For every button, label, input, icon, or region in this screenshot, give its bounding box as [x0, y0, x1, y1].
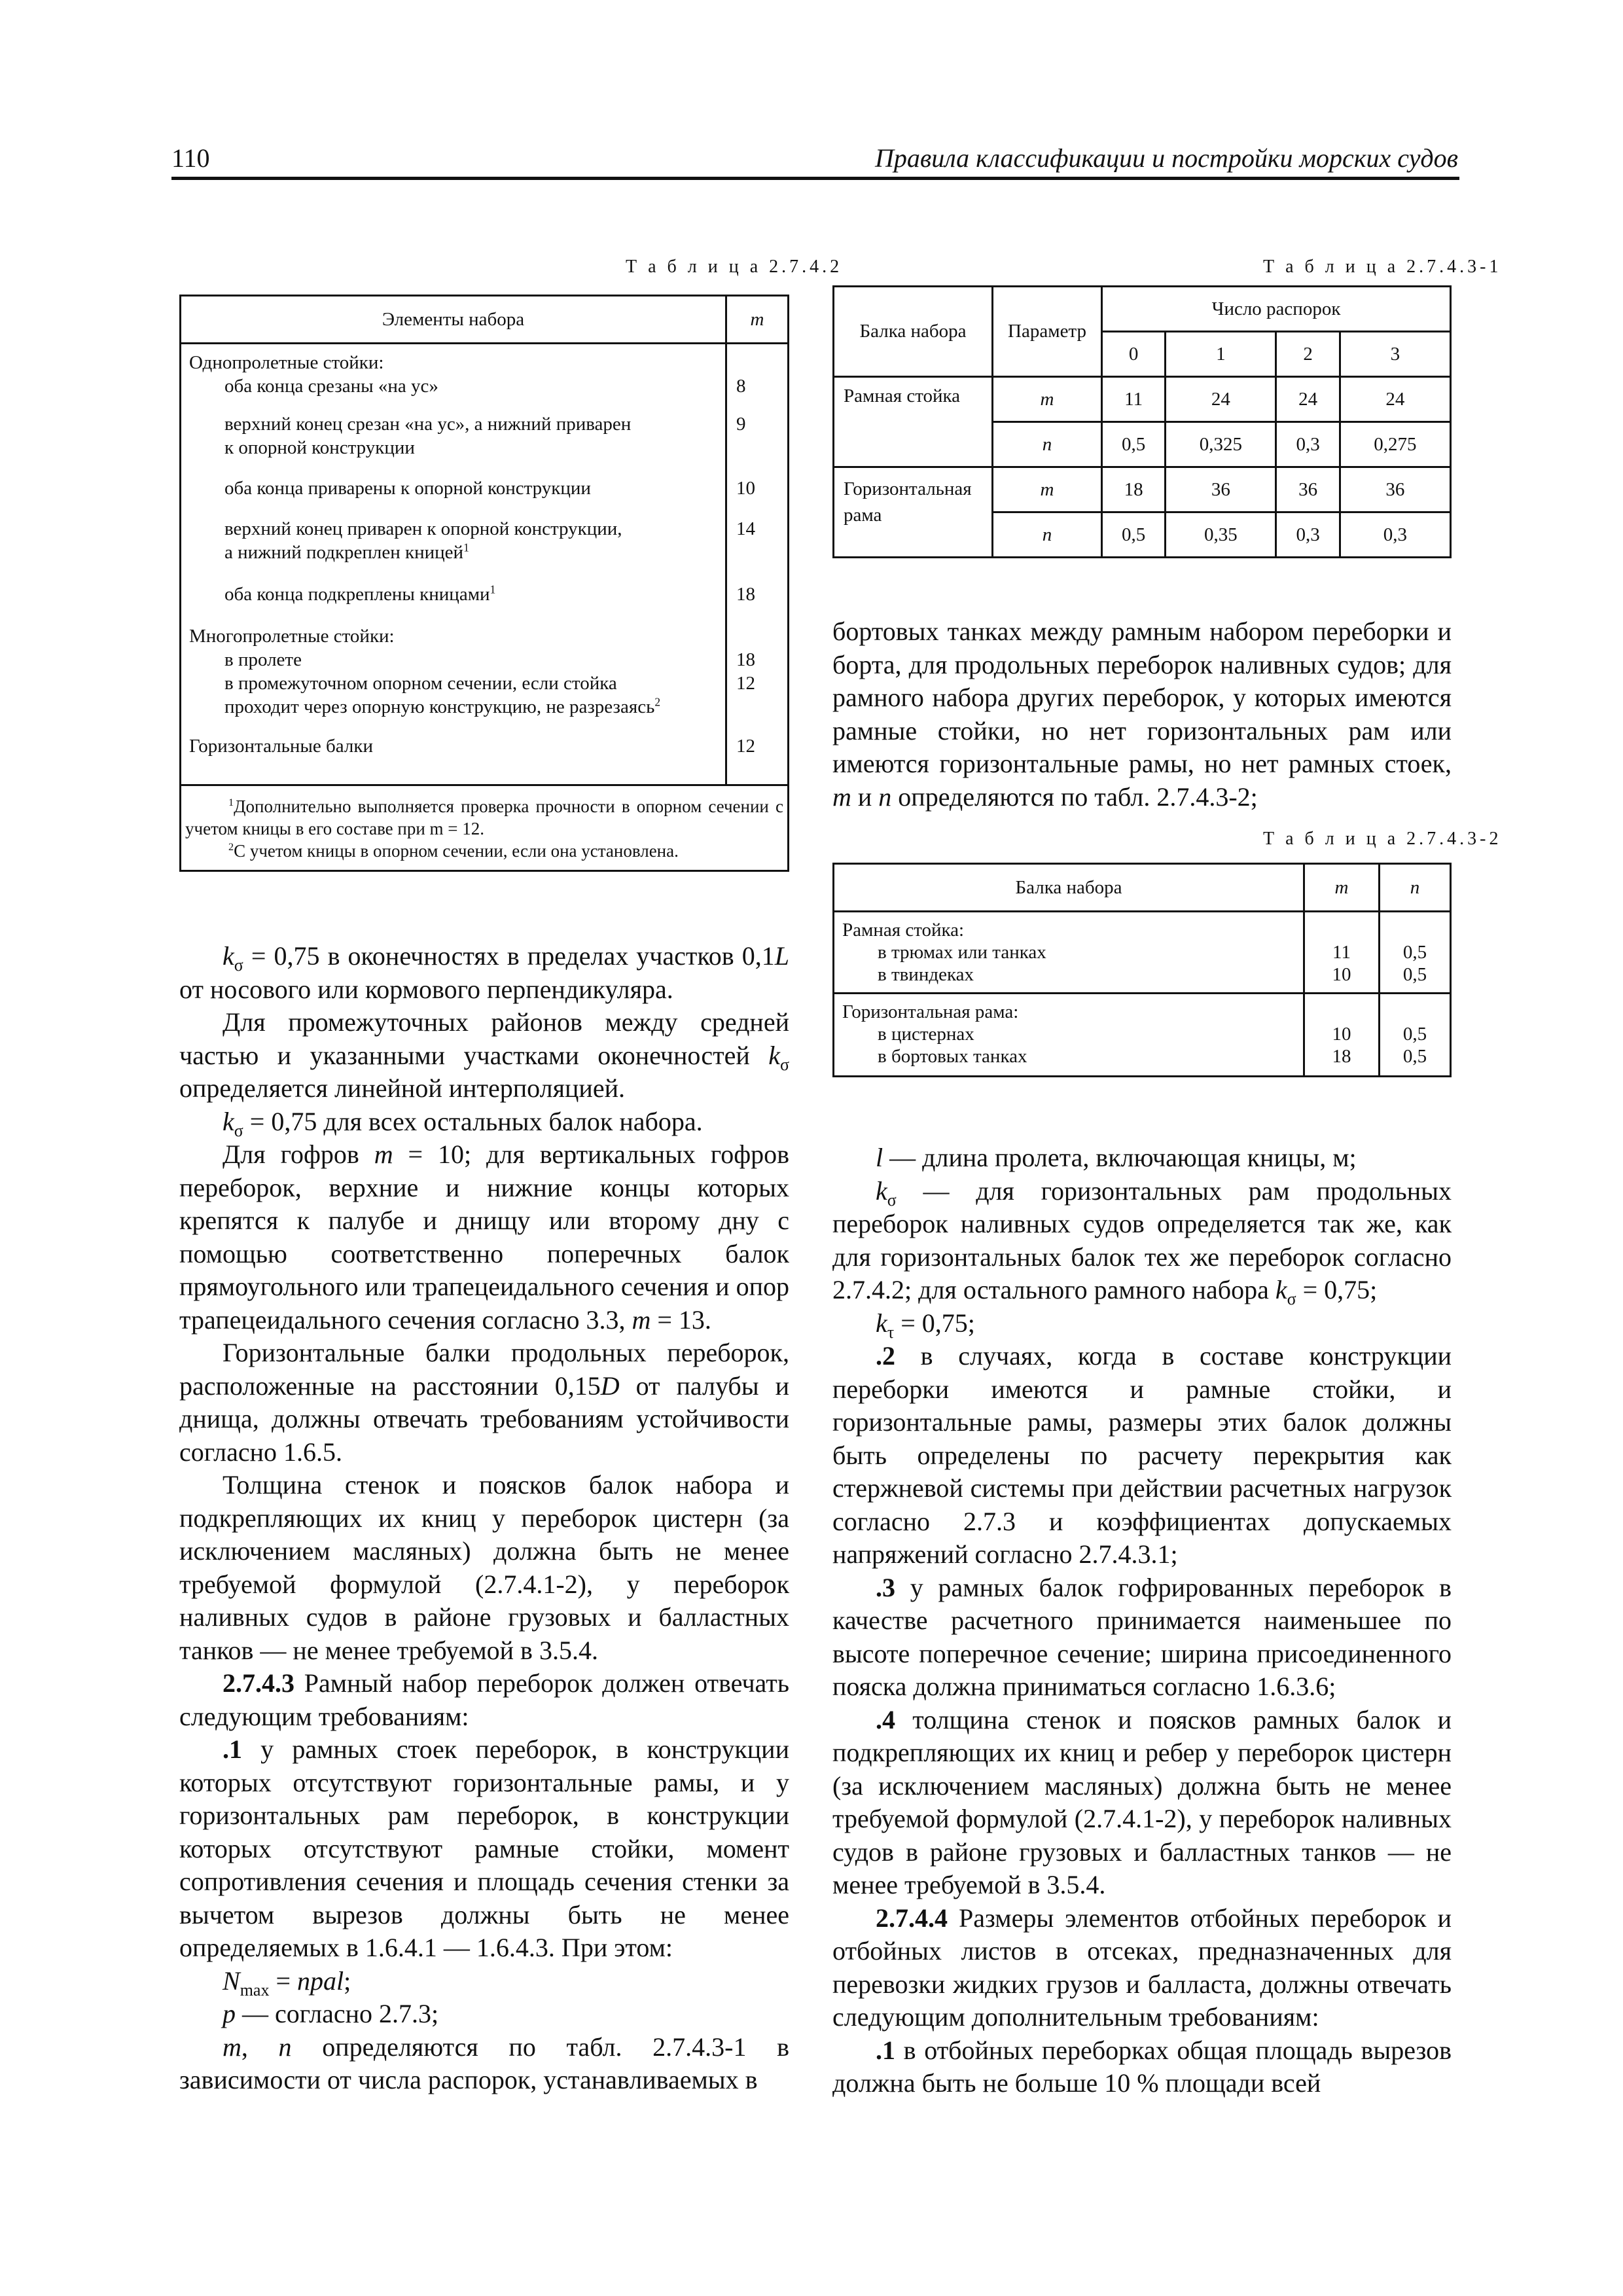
paragraph: p — согласно 2.7.3; [223, 1999, 439, 2028]
section-2-7-4-4: 2.7.4.4 Размеры элементов отбойных переборок и отбойных листов в отсеках, предназначенных для перевозки жидких грузов и балласта, должны отвечать следующим дополнительным требованиям: [832, 1903, 1452, 2032]
table2-strut-1: 1 [1166, 332, 1276, 377]
paragraph: .3 у рамных балок гофрированных переборок в качестве расчетного принимается наименьшее по высоте поперечное сечение; ширина присоединенного пояска должна приниматься согласно 1.6.3.6; [832, 1572, 1452, 1701]
table-cell: 0,3 [1276, 422, 1340, 467]
table-cell: 24 [1166, 377, 1276, 422]
table2-param: m [993, 467, 1102, 512]
paragraph: m, n определяются по табл. 2.7.4.3-1 в зависимости от числа распорок, устанавливаемых в [179, 2032, 790, 2094]
table-cell: 24 [1340, 377, 1450, 422]
table2-param: m [993, 377, 1102, 422]
table2-beam-horizontal-frame: Горизонтальная рама [834, 467, 993, 558]
table-row: в пролете [224, 649, 302, 670]
paragraph: Для промежуточных районов между средней частью и указанными участками оконечностей $k_\sigma$ определяется линейной интерполяцией. [179, 1007, 789, 1103]
header-rule [171, 177, 1459, 180]
right-column-top [832, 615, 1452, 814]
table-2-7-4-2 [179, 295, 789, 872]
paragraph: .2 в случаях, когда в составе конструкции переборки имеются и рамные стойки, и горизонтальные рамы, размеры этих балок должны быть определены по расчету перекрытия как стержневой системы при действии расчетных нагрузок согласно 2.7.3 и коэффициентах допускаемых напряжений согласно 2.7.4.3.1; [832, 1341, 1452, 1569]
paragraph: $k_\sigma = 0,75$ для всех остальных балок набора. [223, 1106, 703, 1140]
table-row: в промежуточном опорном сечении, если стойка [224, 673, 617, 694]
paragraph: l — длина пролета, включающая кницы, м; [876, 1143, 1357, 1172]
table-cell: 36 [1340, 467, 1450, 512]
table3-group-stanchion: Рамная стойка: в трюмах или танках в твиндеках [834, 912, 1304, 994]
table-cell: 0,3 [1276, 512, 1340, 558]
paragraph: .4 толщина стенок и поясков рамных балок и подкрепляющих их книц и ребер у переборок цистерн (за исключением масляных) должна быть не менее требуемой формулой (2.7.4.1-2), у переборок наливных судов в районе грузовых и балластных танков — не менее требуемой в 3.5.4. [832, 1704, 1452, 1899]
table-row: оба конца срезаны «на ус» [224, 376, 438, 397]
left-column [179, 940, 789, 2097]
table-row: верхний конец приварен к опорной конструкции, [224, 518, 622, 539]
table3-head-m: m [1304, 864, 1380, 912]
table3-group-horizontal: Горизонтальная рама: в цистернах в бортовых танках [834, 994, 1304, 1077]
footnote-1: $^1$Дополнительно выполняется проверка прочности в опорном сечении с учетом кницы в его составе при m = 12. [185, 797, 783, 838]
table1-footnotes [181, 785, 789, 871]
table3-n-values: 0,5 0,5 [1380, 912, 1451, 994]
paragraph: .1 у рамных стоек переборок, в конструкции которых отсутствуют горизонтальные рамы, и у горизонтальных рам переборок, в конструкции которых отсутствуют рамные стойки, момент сопротивления сечения и площадь сечения стенки за вычетом вырезов должны быть не менее определяемых в 1.6.4.1 — 1.6.4.3. При этом: [179, 1734, 789, 1962]
table-2-7-4-3-2 [832, 863, 1452, 1077]
right-column-bottom [832, 1141, 1452, 2100]
table-cell: 18 [1102, 467, 1166, 512]
table-row: Горизонтальные балки [189, 736, 373, 757]
table2-head-struts: Число распорок [1102, 287, 1451, 332]
table1-head-m: m [726, 296, 789, 344]
table1-body-m: 8 9 10 14 18 18 12 12 [726, 344, 789, 785]
paragraph: $k_\tau = 0,75$; [876, 1308, 975, 1342]
table-row [834, 912, 1451, 994]
table1-caption: Т а б л и ц а 2.7.4.2 [626, 257, 843, 277]
table2-head-beam: Балка набора [834, 287, 993, 377]
table3-caption: Т а б л и ц а 2.7.4.3-2 [1263, 829, 1502, 849]
table-2-7-4-3-1 [832, 285, 1452, 558]
table3-m-values: 10 18 [1304, 994, 1380, 1077]
table-row [834, 377, 1451, 422]
table2-strut-3: 3 [1340, 332, 1450, 377]
table-row [834, 467, 1451, 512]
paragraph: Горизонтальные балки продольных переборок, расположенные на расстоянии 0,15D от палубы и днища, должны отвечать требованиям устойчивости согласно 1.6.5. [179, 1338, 790, 1467]
table-cell: 0,35 [1166, 512, 1276, 558]
table-row: к опорной конструкции [224, 437, 415, 458]
table-cell: 0,325 [1166, 422, 1276, 467]
table-row [834, 994, 1451, 1077]
footnote-2: $^2$С учетом кницы в опорном сечении, если она установлена. [228, 841, 679, 861]
table-cell: 36 [1166, 467, 1276, 512]
table-row: Многопролетные стойки: [189, 626, 395, 647]
paragraph: .1 в отбойных переборках общая площадь вырезов должна быть не больше 10 % площади всей [832, 2035, 1452, 2098]
table-cell: 0,5 [1102, 422, 1166, 467]
table-row: Однопролетные стойки: [189, 352, 384, 373]
table-cell: 11 [1102, 377, 1166, 422]
table-cell: 24 [1276, 377, 1340, 422]
table3-m-values: 11 10 [1304, 912, 1380, 994]
paragraph: $k_\sigma$ — для горизонтальных рам продольных переборок наливных судов определяется так же, как для горизонтальных балок тех же переборок согласно 2.7.4.2; для остального рамного набора $k_\sigma = 0,75$; [832, 1175, 1452, 1308]
table3-head-n: n [1380, 864, 1451, 912]
table2-beam-frame-stanchion: Рамная стойка [834, 377, 993, 467]
paragraph: Для гофров m = 10; для вертикальных гофров переборок, верхние и нижние концы которых крепятся к палубе и днищу или второму дну с помощью соответственно поперечных балок прямоугольного или трапецеидального сечения и опор трапецеидального сечения согласно 3.3, m = 13. [179, 1139, 790, 1335]
table3-n-values: 0,5 0,5 [1380, 994, 1451, 1077]
table-row: верхний конец срезан «на ус», а нижний приварен [224, 414, 632, 435]
table-row: проходит через опорную конструкцию, не разрезаясь$^2$ [224, 695, 661, 717]
paragraph: $k_\sigma = 0,75$ в оконечностях в пределах участков 0,1L от носового или кормового перпендикуляра. [179, 941, 789, 1004]
paragraph: бортовых танках между рамным набором переборки и борта, для продольных переборок наливных судов; для рамного набора других переборок, у которых имеются рамные стойки, но нет горизонтальных рам или имеются горизонтальные рамы, но нет рамных стоек, m и n определяются по табл. 2.7.4.3-2; [832, 617, 1452, 812]
table2-param: n [993, 422, 1102, 467]
table-cell: 0,275 [1340, 422, 1450, 467]
running-title: Правила классификации и постройки морских судов [874, 143, 1458, 173]
section-2-7-4-3: 2.7.4.3 Рамный набор переборок должен отвечать следующим требованиям: [179, 1668, 789, 1731]
table3-head-beam: Балка набора [834, 864, 1304, 912]
formula: $N_{max}$ = npal; [223, 1965, 351, 2000]
table2-strut-2: 2 [1276, 332, 1340, 377]
table2-caption: Т а б л и ц а 2.7.4.3-1 [1263, 257, 1502, 277]
table1-head-elements: Элементы набора [181, 296, 726, 344]
page-number: 110 [171, 143, 210, 173]
table-row: оба конца подкреплены кницами$^1$ [224, 583, 496, 605]
paragraph: Толщина стенок и поясков балок набора и подкрепляющих их книц у переборок цистерн (за исключением масляных) должна быть не менее требуемой формулой (2.7.4.1-2), у переборок наливных судов в районе грузовых и балластных танков — не менее требуемой в 3.5.4. [179, 1470, 789, 1665]
table-cell: 0,5 [1102, 512, 1166, 558]
table-cell: 0,3 [1340, 512, 1450, 558]
table-row: а нижний подкреплен кницей$^1$ [224, 541, 469, 563]
table-cell: 36 [1276, 467, 1340, 512]
table2-head-param: Параметр [993, 287, 1102, 377]
table-row: оба конца приварены к опорной конструкции [224, 478, 591, 499]
table2-strut-0: 0 [1102, 332, 1166, 377]
table1-body-text [181, 344, 726, 785]
table2-param: n [993, 512, 1102, 558]
